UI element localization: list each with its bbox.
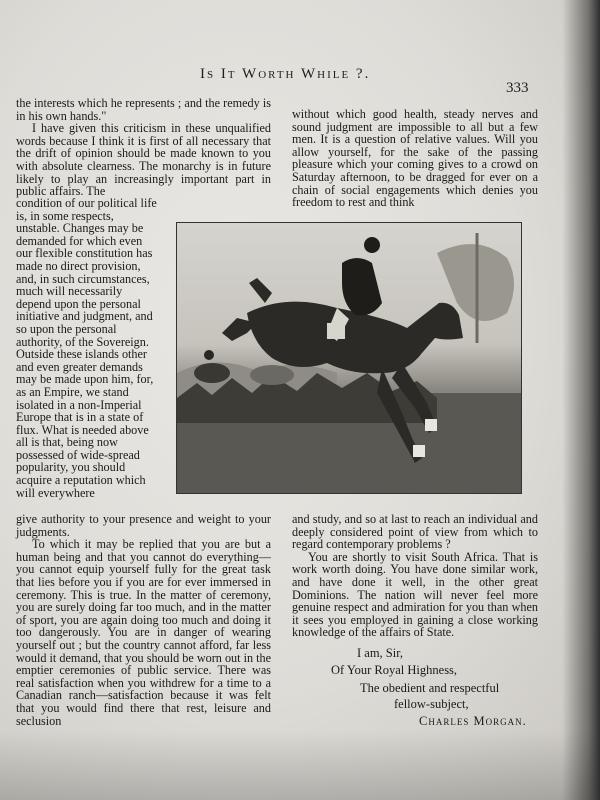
paragraph: give authority to your presence and weight to your judgments.	[16, 512, 271, 539]
closing-salutation: I am, Sir,	[357, 646, 404, 660]
closing-line: Of Your Royal Highness,	[331, 663, 458, 677]
left-column-top	[16, 97, 271, 198]
page-number: 333	[506, 80, 529, 96]
closing-line: The obedient and respectful	[360, 681, 500, 695]
paragraph: You are shortly to visit South Africa. That is work worth doing. You have done similar work, and have done it well, in the other great Dominions. The nation will never feel more genuine respect and admiration for you than when it sees you employed in gaining a close working knowledge of the affairs of State.	[292, 549, 538, 640]
right-column-top	[292, 108, 538, 209]
running-title: Is It Worth While ?.	[200, 66, 371, 82]
paragraph: without which good health, steady nerves and sound judgment are impossible to all but a few men. It is a question of relative values. Will you allow yourself, for the sake of the passing pleasure which your coming gives to a crowd on Saturday afternoon, to be dragged for ever on a chain of social engagements which denies you freedom to rest and think	[292, 107, 538, 210]
left-column-bottom	[16, 513, 271, 727]
page-shadow-right	[562, 0, 600, 800]
paragraph: and study, and so at last to reach an individual and deeply considered point of view from which to regard contemporary problems ?	[292, 512, 538, 552]
photo-illustration	[177, 223, 521, 493]
paragraph: the interests which he represents ; and the remedy is in his own hands."	[16, 96, 271, 123]
closing-line: fellow-subject,	[394, 697, 469, 711]
page-shadow-bottom	[0, 730, 600, 800]
right-column-bottom	[292, 513, 538, 639]
left-column-wrap	[16, 197, 159, 499]
paragraph: condition of our political life is, in some respects, unstable. Changes may be demanded for which even our flexible constitution has made no direct provision, and, in such circumstances, much will necessarily depend upon the personal initiative and judgment, and so upon the personal authority, of the Sovereign. Outside these islands other and even greater demands may be made upon him, for, as an Empire, we stand isolated in a non-Imperial Europe that is in a state of flux. What is needed above all is that, being now possessed of wide-spread popularity, you should acquire a reputation which will everywhere	[16, 196, 157, 500]
author-signature: Charles Morgan.	[419, 714, 527, 728]
paragraph: I have given this criticism in these unqualified words because I think it is first of all necessary that the drift of opinion should be made known to you with absolute clearness. The monarchy is in future likely to play an increasingly important part in public affairs. The	[16, 121, 271, 199]
steeplechase-photo	[176, 222, 522, 494]
paragraph: To which it may be replied that you are but a human being and that you cannot do everything—you cannot equip yourself fully for the great task that lies before you if you are for ever immersed in ceremony. This is true. In the matter of ceremony, you are surely doing far too much, and in the matter of sport, you are again doing too much and doing it too dangerously. You are in danger of wearing yourself out ; but the country cannot afford, far less would it demand, that you should be worn out in the emptier ceremonies of public service. There was real satisfaction when you withdrew for a time to a Canadian ranch—satisfaction because it was felt that you would find there that rest, leisure and seclusion	[16, 537, 271, 728]
